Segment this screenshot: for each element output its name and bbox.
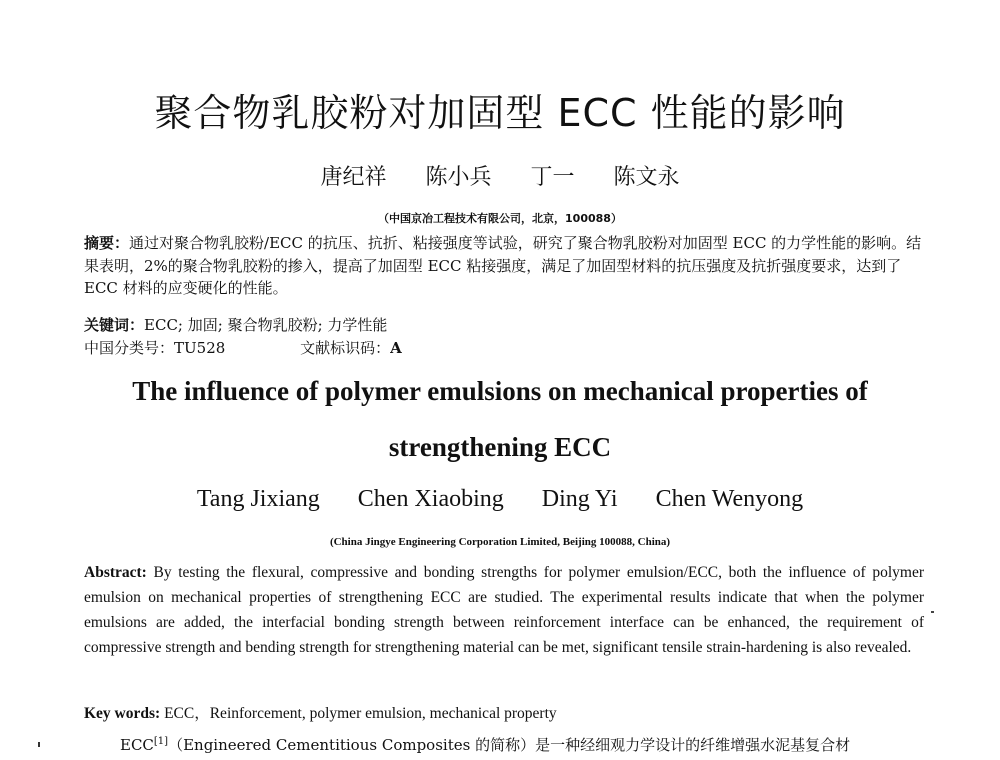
scan-speck <box>931 611 934 613</box>
document-code-label: 文献标识码： <box>300 339 391 357</box>
introduction-paragraph <box>84 729 924 758</box>
english-keywords <box>84 703 924 725</box>
chinese-keywords-label: 关键词： <box>84 316 145 334</box>
english-abstract-label: Abstract: <box>84 564 147 581</box>
chinese-title: 聚合物乳胶粉对加固型 ECC 性能的影响 <box>154 91 846 135</box>
intro-lead: ECC <box>120 736 154 754</box>
document-code-value: A <box>390 339 402 357</box>
chinese-abstract <box>84 232 924 300</box>
chinese-keywords <box>84 314 924 337</box>
english-author: Ding Yi <box>541 486 618 512</box>
chinese-abstract-label: 摘要： <box>84 234 130 252</box>
english-abstract <box>84 560 924 660</box>
chinese-author: 唐纪祥 <box>320 165 387 190</box>
english-keywords-text: ECC，Reinforcement, polymer emulsion, mechanical property <box>160 705 557 722</box>
chinese-author: 陈小兵 <box>425 165 492 190</box>
scan-speck <box>38 742 40 747</box>
chinese-authors <box>0 160 1000 191</box>
english-author: Chen Xiaobing <box>357 486 504 512</box>
classification-value: TU528 <box>174 339 226 357</box>
english-abstract-text: By testing the flexural, compressive and bonding strengths for polymer emulsion/ECC, both the influence of polymer emulsion on mechanical properties of strengthening ECC are studied. The experimental results indicate that when the polymer emulsions are added, the interfacial bonding strength between reinforcement interface can be enhanced, the requirement of compressive strength and bending strength for strengthening material can be met, significant tensile strain-hardening is also revealed. <box>84 564 924 656</box>
intro-text: （Engineered Cementitious Composites 的简称）是一种经细观力学设计的纤维增强水泥基复合材 <box>168 736 851 754</box>
english-authors <box>0 486 1000 513</box>
english-affiliation: (China Jingye Engineering Corporation Limited, Beijing 100088, China) <box>329 536 671 548</box>
citation-ref: [1] <box>153 736 169 747</box>
english-title-line-2: strengthening ECC <box>388 432 612 462</box>
english-author: Tang Jixiang <box>196 486 320 512</box>
chinese-author: 陈文永 <box>613 165 680 190</box>
chinese-abstract-text: 通过对聚合物乳胶粉/ECC 的抗压、抗折、粘接强度等试验，研究了聚合物乳胶粉对加固型 ECC 的力学性能的影响。结果表明，2%的聚合物乳胶粉的掺入，提高了加固型 ECC 粘接强度，满足了加固型材料的抗压强度及抗折强度要求，达到了 ECC 材料的应变硬化的性能。 <box>84 234 922 297</box>
classification-label: 中国分类号： <box>84 339 175 357</box>
english-keywords-label: Key words: <box>84 705 161 722</box>
chinese-classification <box>84 337 924 360</box>
chinese-affiliation: （中国京冶工程技术有限公司，北京，100088） <box>378 212 622 225</box>
chinese-keywords-text: ECC; 加固; 聚合物乳胶粉; 力学性能 <box>144 316 388 334</box>
english-author: Chen Wenyong <box>655 486 804 512</box>
english-title-line-1: The influence of polymer emulsions on mechanical properties of <box>132 376 868 406</box>
chinese-author: 丁一 <box>530 165 575 190</box>
